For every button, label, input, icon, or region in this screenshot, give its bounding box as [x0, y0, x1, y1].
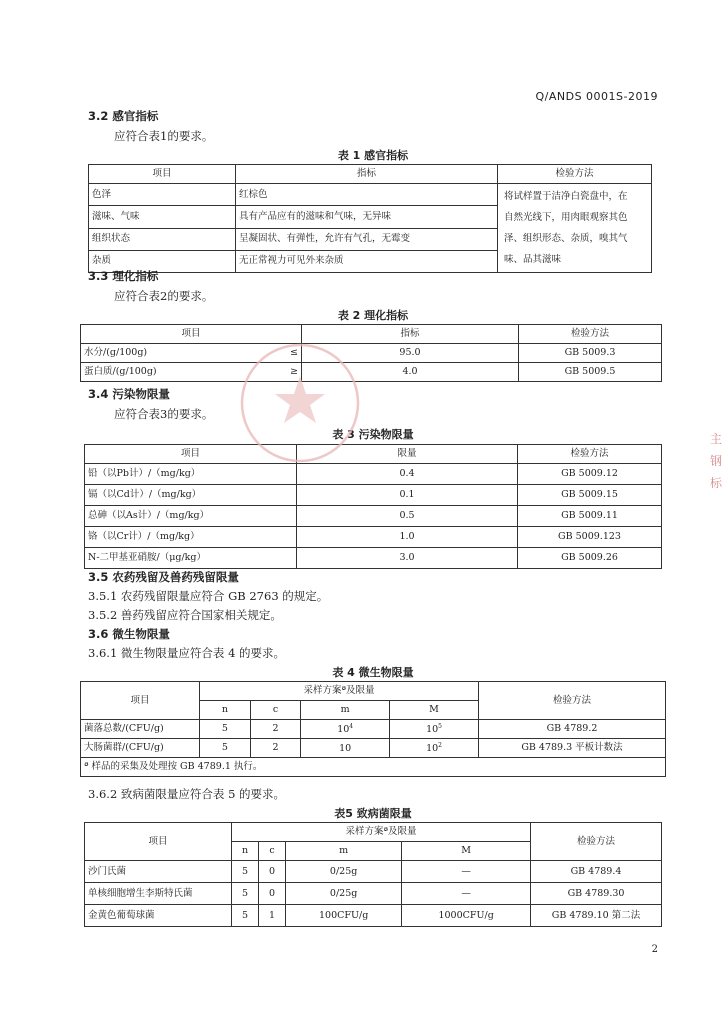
table-cell: 1.0: [297, 527, 518, 548]
table-cell: 金黄色葡萄球菌: [85, 905, 232, 927]
table-row: [85, 506, 662, 527]
table-header: 检验方法: [498, 165, 652, 184]
item-label: 水分/(g/100g): [84, 347, 148, 358]
value-exponent: 4: [349, 723, 354, 731]
table-row: [85, 883, 662, 905]
table-subheader: M: [390, 701, 479, 720]
table-cell: 呈凝固状、有弹性，允许有气孔，无霉变: [236, 228, 498, 250]
table-cell: GB 4789.2: [479, 720, 666, 739]
method-line: 泽、组织形态、杂质，嗅其气: [504, 233, 628, 244]
table-cell: GB 5009.15: [518, 485, 662, 506]
table-header: 采样方案ª及限量: [232, 823, 531, 842]
table-cell: 杂质: [89, 250, 236, 272]
value-base: 10: [426, 743, 439, 755]
table-cell: 0.4: [297, 464, 518, 485]
table-1-caption: 表 1 感官指标: [337, 149, 409, 162]
table-cell: 3.0: [297, 548, 518, 569]
table-cell: GB 5009.12: [518, 464, 662, 485]
table-cell: GB 4789.10 第二法: [531, 905, 662, 927]
table-cell: 红棕色: [236, 184, 498, 206]
value-base: 10: [426, 724, 439, 736]
operator: ≤: [290, 347, 298, 358]
table-header: 检验方法: [519, 325, 662, 344]
table-2-physicochemical: [80, 324, 662, 382]
section-3-4-text: 应符合表3的要求。: [114, 407, 214, 421]
table-row: [81, 363, 662, 382]
table-row: [85, 527, 662, 548]
table-subheader: m: [301, 701, 390, 720]
table-note: ª 样品的采集及处理按 GB 4789.1 执行。: [81, 758, 666, 777]
method-line: 味、品其滋味: [504, 254, 562, 265]
table-3-caption: 表 3 污染物限量: [332, 428, 414, 441]
table-4-caption: 表 4 微生物限量: [332, 666, 414, 679]
section-3-3-title: 3.3 理化指标: [88, 269, 159, 283]
table-cell: 菌落总数/(CFU/g): [81, 720, 200, 739]
section-3-6-title: 3.6 微生物限量: [88, 627, 170, 641]
value-exponent: 2: [438, 742, 442, 750]
table-row: [81, 325, 662, 344]
table-cell: GB 5009.123: [518, 527, 662, 548]
table-header: 采样方案ª及限量: [200, 682, 479, 701]
table-cell: 无正常视力可见外来杂质: [236, 250, 498, 272]
table-cell: 滋味、气味: [89, 206, 236, 228]
table-cell: 5: [200, 720, 251, 739]
table-subheader: m: [286, 842, 402, 861]
table-1-sensory: [88, 164, 652, 273]
table-cell: 0: [259, 861, 286, 883]
table-cell: [301, 739, 390, 758]
official-seal-stamp: [235, 338, 365, 468]
table-header: 项目: [89, 165, 236, 184]
table-row: [85, 905, 662, 927]
table-row: [81, 739, 666, 758]
table-cell: 0/25g: [286, 883, 402, 905]
table-cell: [390, 739, 479, 758]
table-cell: 大肠菌群/(CFU/g): [81, 739, 200, 758]
section-3-2-title: 3.2 感官指标: [88, 109, 159, 123]
table-3-contaminants: [84, 444, 662, 569]
table-header: 项目: [85, 445, 297, 464]
table-cell: 4.0: [302, 363, 519, 382]
section-3-5-2: 3.5.2 兽药残留应符合国家相关规定。: [88, 608, 282, 622]
table-row: [89, 165, 652, 184]
table-cell: 具有产品应有的滋味和气味，无异味: [236, 206, 498, 228]
table-1-method-cell: [498, 184, 652, 273]
table-cell: 0.1: [297, 485, 518, 506]
value-base: 10: [339, 743, 352, 755]
table-row: [85, 464, 662, 485]
table-cell: 5: [232, 883, 259, 905]
table-header: 限量: [297, 445, 518, 464]
table-cell: GB 4789.30: [531, 883, 662, 905]
table-cell: 铬（以Cr计）/（mg/kg）: [85, 527, 297, 548]
table-cell: 总砷（以As计）/（mg/kg）: [85, 506, 297, 527]
table-cell: 95.0: [302, 344, 519, 363]
table-cell: —: [402, 883, 531, 905]
table-subheader: n: [232, 842, 259, 861]
table-cell: [301, 720, 390, 739]
table-cell: 沙门氏菌: [85, 861, 232, 883]
table-cell: 组织状态: [89, 228, 236, 250]
section-3-5-title: 3.5 农药残留及兽药残留限量: [88, 570, 239, 584]
table-row: [85, 861, 662, 883]
table-cell: 2: [250, 720, 301, 739]
table-4-microbial: [80, 681, 666, 777]
table-cell: N-二甲基亚硝胺/（μg/kg）: [85, 548, 297, 569]
table-row: [81, 758, 666, 777]
table-cell: GB 4789.3 平板计数法: [479, 739, 666, 758]
table-header: 指标: [236, 165, 498, 184]
section-3-2-text: 应符合表1的要求。: [114, 129, 214, 143]
table-cell: GB 5009.3: [519, 344, 662, 363]
table-row: [85, 823, 662, 842]
table-cell: 0: [259, 883, 286, 905]
table-cell: 单核细胞增生李斯特氏菌: [85, 883, 232, 905]
section-3-5-1: 3.5.1 农药残留限量应符合 GB 2763 的规定。: [88, 589, 329, 603]
table-cell: GB 5009.26: [518, 548, 662, 569]
table-subheader: n: [200, 701, 251, 720]
table-cell: —: [402, 861, 531, 883]
table-cell: 色泽: [89, 184, 236, 206]
section-3-6-1: 3.6.1 微生物限量应符合表 4 的要求。: [88, 646, 286, 660]
table-header: 项目: [81, 325, 302, 344]
table-header: 检验方法: [531, 823, 662, 861]
page-number: 2: [651, 944, 658, 955]
table-cell: 0/25g: [286, 861, 402, 883]
table-cell: 2: [250, 739, 301, 758]
section-3-3-text: 应符合表2的要求。: [114, 289, 214, 303]
table-row: [81, 344, 662, 363]
table-cell: 100CFU/g: [286, 905, 402, 927]
document-id: Q/ANDS 0001S-2019: [535, 90, 658, 103]
table-cell: 5: [200, 739, 251, 758]
table-cell: 铅（以Pb计）/（mg/kg）: [85, 464, 297, 485]
table-cell: 5: [232, 861, 259, 883]
table-row: [89, 184, 652, 206]
table-cell: 0.5: [297, 506, 518, 527]
section-3-6-2: 3.6.2 致病菌限量应符合表 5 的要求。: [88, 787, 286, 801]
value-base: 10: [337, 724, 350, 736]
table-cell: GB 4789.4: [531, 861, 662, 883]
table-cell: 镉（以Cd计）/（mg/kg）: [85, 485, 297, 506]
table-row: [85, 485, 662, 506]
table-cell: [390, 720, 479, 739]
item-label: 蛋白质/(g/100g): [84, 366, 157, 377]
operator: ≥: [290, 366, 298, 377]
side-stamp-mark: 主钢标: [710, 432, 723, 490]
table-cell: GB 5009.5: [519, 363, 662, 382]
table-header: 项目: [81, 682, 200, 720]
table-header: 检验方法: [518, 445, 662, 464]
table-row: [85, 548, 662, 569]
table-row: [85, 445, 662, 464]
table-subheader: M: [402, 842, 531, 861]
method-line: 自然光线下，用肉眼观察其色: [504, 212, 628, 223]
table-cell: GB 5009.11: [518, 506, 662, 527]
table-2-caption: 表 2 理化指标: [337, 309, 409, 322]
table-row: [81, 720, 666, 739]
table-cell: 1000CFU/g: [402, 905, 531, 927]
value-exponent: 5: [438, 723, 442, 731]
table-header: 检验方法: [479, 682, 666, 720]
table-cell: 5: [232, 905, 259, 927]
method-line: 将试样置于洁净白瓷盘中，在: [504, 191, 628, 202]
table-subheader: c: [250, 701, 301, 720]
table-subheader: c: [259, 842, 286, 861]
table-row: [81, 682, 666, 701]
table-header: 项目: [85, 823, 232, 861]
table-header: 指标: [302, 325, 519, 344]
table-cell: 1: [259, 905, 286, 927]
table-5-pathogens: [84, 822, 662, 927]
section-3-4-title: 3.4 污染物限量: [88, 387, 170, 401]
table-5-caption: 表5 致病菌限量: [334, 807, 412, 820]
